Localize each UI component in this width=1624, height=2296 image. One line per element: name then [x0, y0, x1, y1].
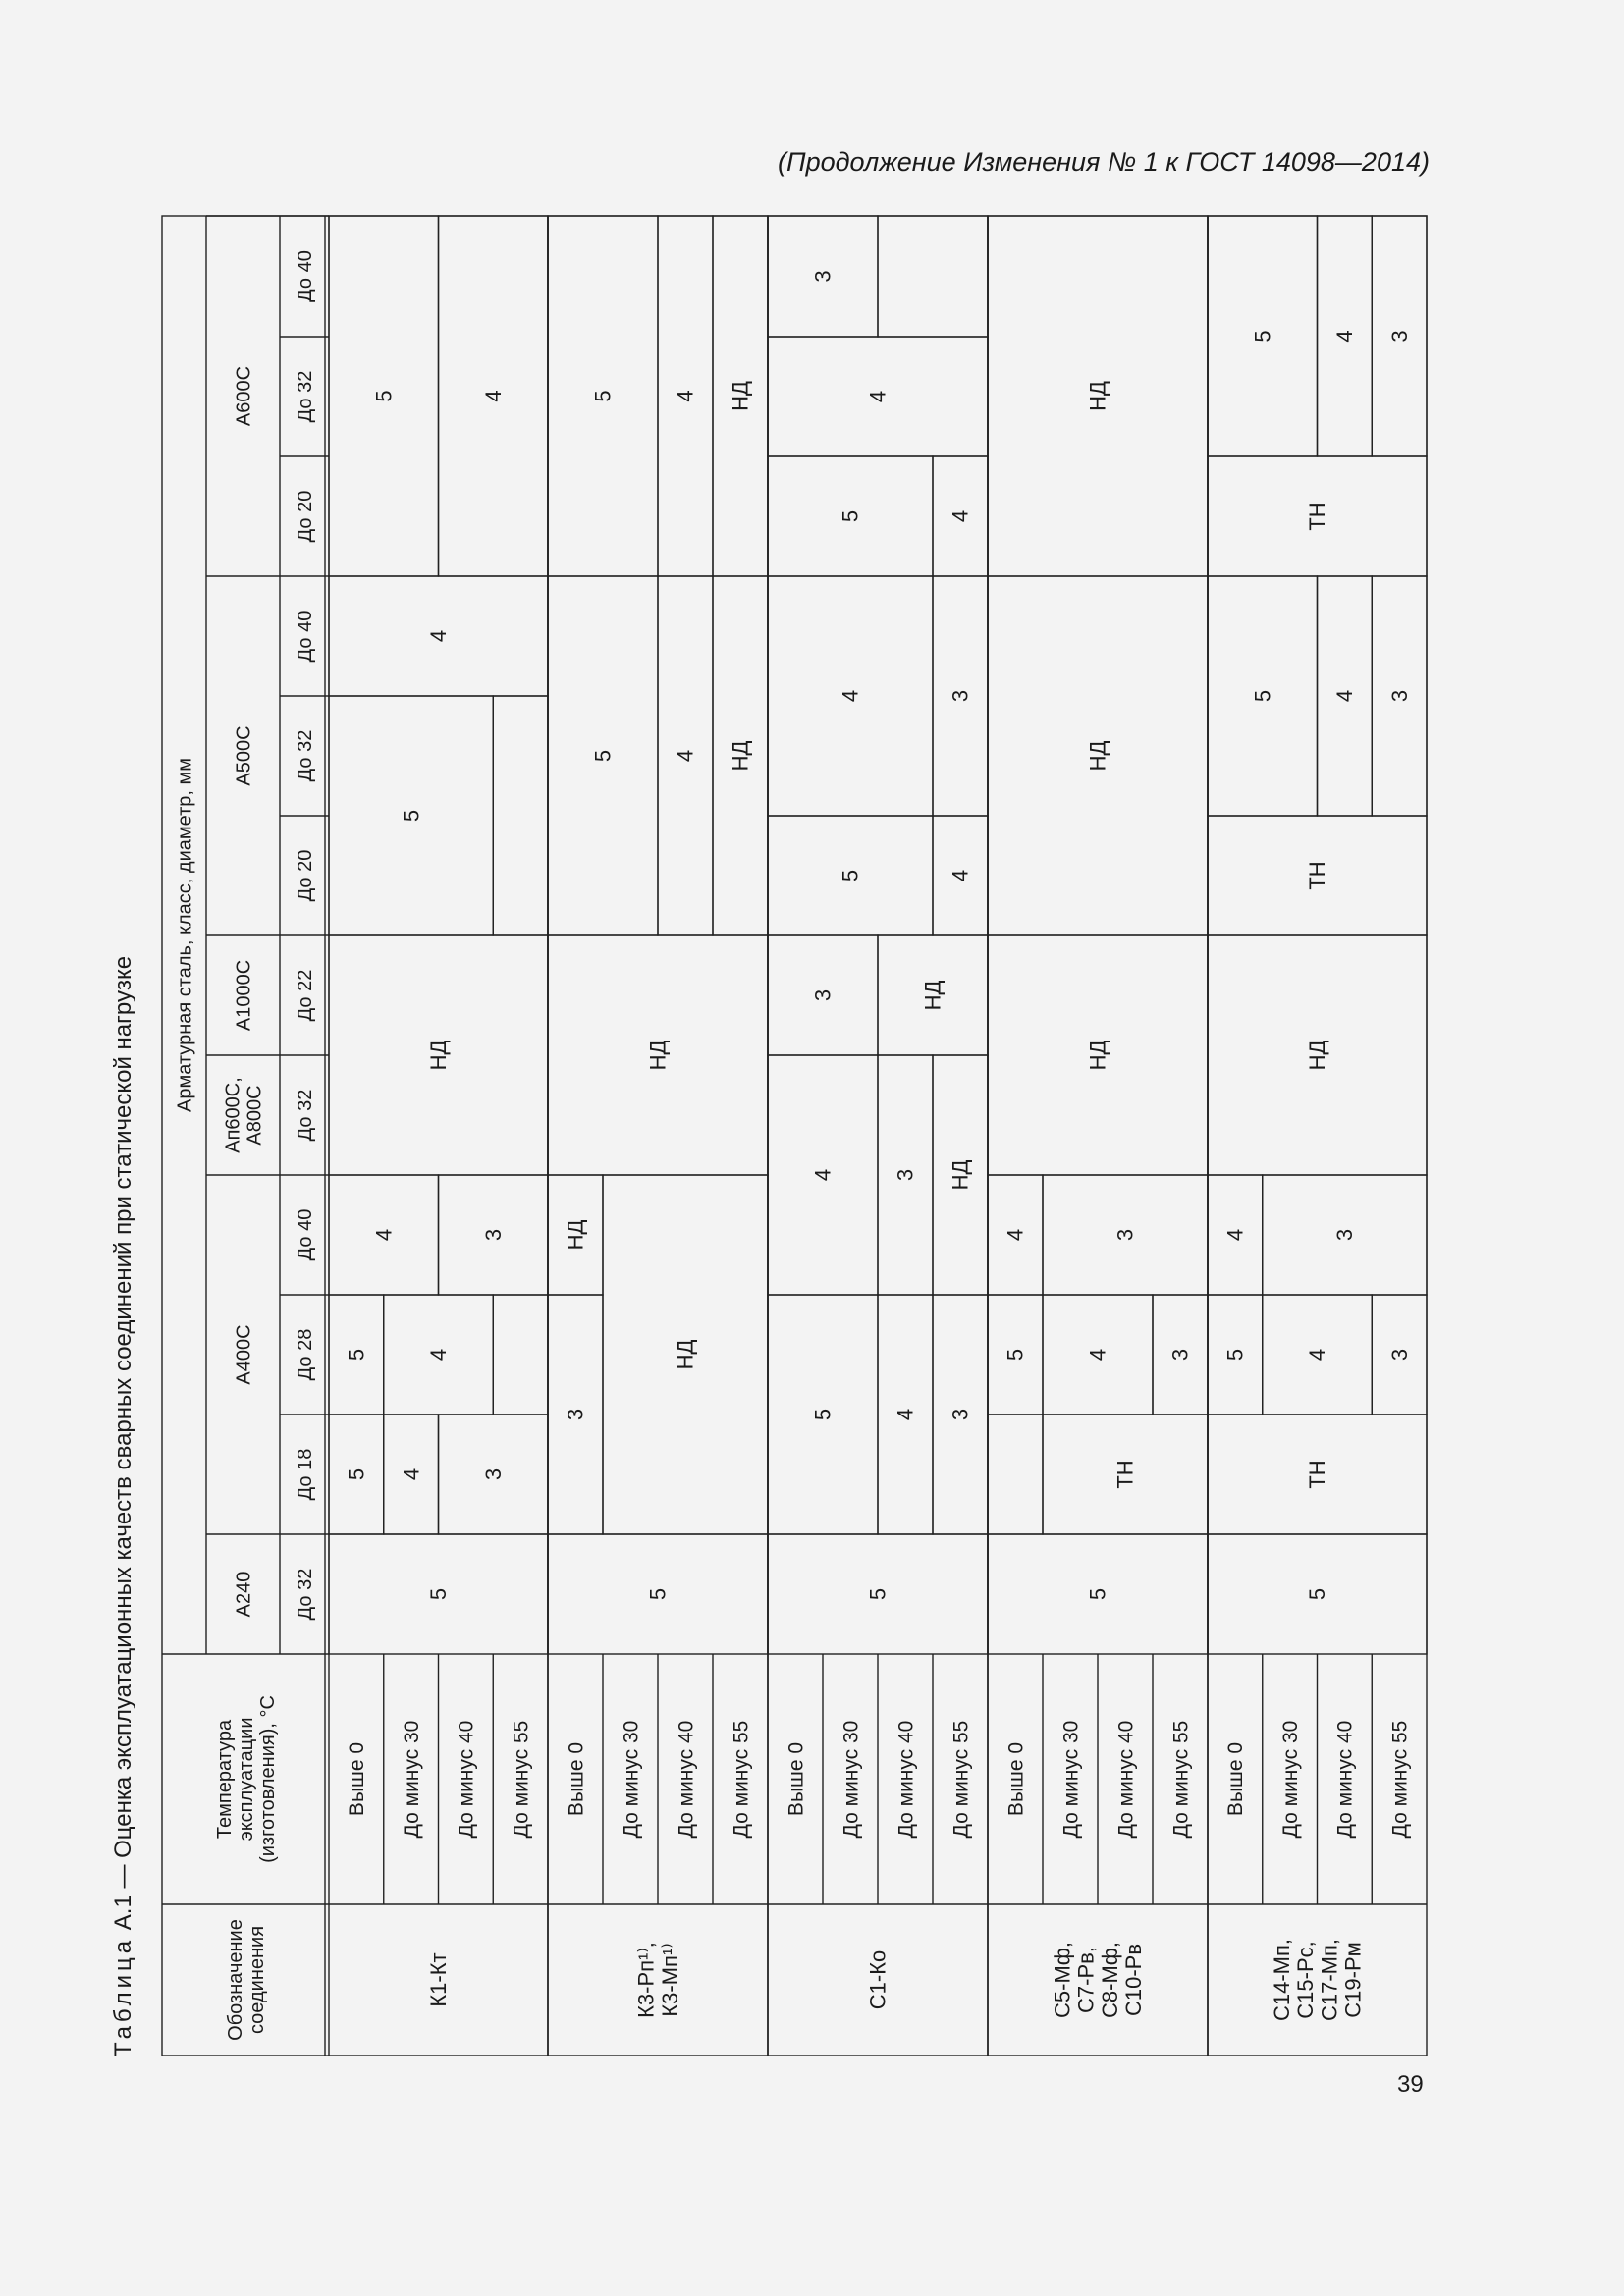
page-number: 39 [1397, 2071, 1424, 2098]
cell-value: 3 [1167, 1348, 1193, 1362]
cell-value: 5 [1305, 1587, 1330, 1601]
cell-value: НД [1085, 381, 1110, 411]
cell-value: 5 [371, 390, 397, 402]
caption-prefix: Таблица [110, 1936, 136, 2056]
temperature-value: До минус 30 [620, 1720, 643, 1839]
joint-name: С1-Ко [865, 1949, 891, 2010]
cell-value: 3 [480, 1228, 506, 1242]
cell-value: 3 [1112, 1228, 1138, 1242]
temperature-value: До минус 55 [730, 1720, 753, 1839]
temperature-column-header: Температураэксплуатации(изготовления), °С [214, 1695, 279, 1863]
temperature-value: До минус 55 [1388, 1720, 1412, 1839]
cell-value: 4 [426, 629, 452, 643]
joint-name: К3-Рп¹⁾,К3-Мп¹⁾ [633, 1942, 682, 2018]
diameter-header: До 40 [295, 250, 316, 302]
temperature-value: До минус 40 [894, 1720, 918, 1839]
cell-value: 3 [480, 1468, 506, 1481]
cell-value: ТН [1305, 861, 1330, 890]
cell-value: 4 [947, 869, 973, 882]
cell-value: 3 [947, 1408, 973, 1421]
cell-value: 5 [645, 1587, 671, 1601]
cell-value: 4 [673, 390, 698, 402]
temperature-value: До минус 55 [1169, 1720, 1193, 1839]
cell-value: 4 [399, 1468, 424, 1481]
cell-value: 5 [1085, 1587, 1110, 1601]
class-header: Ап600С,А800С [222, 1077, 266, 1153]
cell-value: 4 [426, 1348, 452, 1362]
cell-value: НД [1085, 1040, 1110, 1071]
cell-value: НД [673, 1339, 698, 1370]
cell-value: 5 [344, 1468, 369, 1481]
diameter-header: До 32 [295, 729, 316, 782]
temperature-value: До минус 40 [1114, 1720, 1138, 1839]
cell-value: 4 [838, 689, 863, 703]
class-header: А400С [233, 1324, 255, 1385]
cell-value: 5 [590, 749, 616, 763]
table-cell [988, 1415, 1043, 1534]
cell-value: 4 [480, 390, 506, 402]
diameter-header: До 32 [295, 1089, 316, 1142]
class-header: А500С [233, 725, 255, 786]
temperature-value: Выше 0 [1004, 1741, 1028, 1817]
class-header: А600С [233, 365, 255, 427]
cell-value: 5 [865, 1587, 891, 1601]
cell-value: 5 [1002, 1348, 1028, 1362]
cell-value: 3 [1332, 1228, 1358, 1242]
cell-value: 3 [810, 270, 836, 283]
cell-value: 4 [1332, 689, 1358, 703]
cell-value: НД [563, 1219, 588, 1251]
table-cell [493, 1295, 548, 1415]
cell-value: НД [1085, 740, 1110, 772]
cell-value: 3 [893, 1168, 918, 1182]
steel-group-header: Арматурная сталь, класс, диаметр, мм [174, 758, 196, 1112]
temperature-value: До минус 30 [1278, 1720, 1302, 1839]
cell-value: НД [426, 1040, 452, 1071]
cell-value: НД [728, 740, 753, 772]
cell-value: 5 [399, 809, 424, 823]
cell-value: НД [1305, 1040, 1330, 1071]
cell-value: НД [728, 381, 753, 411]
temperature-value: До минус 55 [510, 1720, 533, 1839]
cell-value: ТН [1305, 502, 1330, 531]
cell-value: 5 [1250, 689, 1275, 703]
cell-value: 3 [563, 1408, 588, 1421]
cell-value: 5 [810, 1408, 836, 1421]
cell-value: 3 [1386, 330, 1412, 343]
cell-value: 4 [893, 1408, 918, 1421]
cell-value: ТН [1305, 1460, 1330, 1489]
cell-value: 3 [1386, 1348, 1412, 1362]
cell-value: 5 [838, 509, 863, 523]
joint-column-header: Обозначениесоединения [225, 1919, 268, 2041]
cell-value: 5 [426, 1587, 452, 1601]
temperature-value: Выше 0 [346, 1741, 369, 1817]
temperature-value: Выше 0 [1224, 1741, 1248, 1817]
cell-value: 4 [810, 1168, 836, 1182]
joint-name: С14-Мп,С15-Рс,С17-Мп,С19-Рм [1269, 1938, 1366, 2022]
table-cell [493, 696, 548, 935]
diameter-header: До 20 [295, 490, 316, 543]
cell-value: 5 [1222, 1348, 1248, 1362]
temperature-value: До минус 30 [1059, 1720, 1083, 1839]
cell-value: НД [645, 1040, 671, 1071]
page-header: (Продолжение Изменения № 1 к ГОСТ 14098—2014) [778, 147, 1430, 177]
cell-value: 5 [344, 1348, 369, 1362]
diameter-header: До 40 [295, 610, 316, 663]
cell-value: 4 [1085, 1348, 1110, 1362]
temperature-value: До минус 40 [675, 1720, 698, 1839]
table-cell [878, 216, 988, 337]
cell-value: 4 [673, 749, 698, 763]
temperature-value: Выше 0 [565, 1741, 588, 1817]
cell-value: 4 [1305, 1348, 1330, 1362]
joint-name: К1-Кт [426, 1952, 452, 2007]
class-header: А1000С [233, 959, 255, 1032]
diameter-header: До 20 [295, 849, 316, 902]
diameter-header: До 32 [295, 370, 316, 423]
cell-value: 4 [1002, 1228, 1028, 1242]
caption-text: А.1 — Оценка эксплуатационных качеств сварных соединений при статической нагрузке [110, 955, 136, 1937]
diameter-header: До 18 [295, 1448, 316, 1501]
cell-value: 3 [947, 689, 973, 703]
diameter-header: До 40 [295, 1208, 316, 1261]
cell-value: 3 [1386, 689, 1412, 703]
cell-value: 4 [1222, 1228, 1248, 1242]
cell-value: 4 [947, 509, 973, 523]
cell-value: 5 [838, 869, 863, 882]
temperature-value: Выше 0 [785, 1741, 808, 1817]
cell-value: 5 [590, 390, 616, 402]
class-header: А240 [233, 1571, 255, 1618]
cell-value: НД [920, 980, 946, 1011]
cell-value: 4 [865, 390, 891, 403]
cell-value: 5 [1250, 330, 1275, 343]
cell-value: 3 [810, 988, 836, 1002]
cell-value: 4 [371, 1228, 397, 1242]
temperature-value: До минус 40 [455, 1720, 478, 1839]
diameter-header: До 28 [295, 1328, 316, 1381]
cell-value: НД [947, 1159, 973, 1191]
temperature-value: До минус 30 [839, 1720, 863, 1839]
cell-value: 4 [1332, 330, 1358, 343]
diameter-header: До 22 [295, 969, 316, 1022]
cell-value: ТН [1112, 1460, 1138, 1489]
temperature-value: До минус 40 [1333, 1720, 1357, 1839]
joint-name: С5-Мф,С7-Рв,С8-Мф,С10-Рв [1050, 1942, 1146, 2018]
temperature-value: До минус 55 [949, 1720, 973, 1839]
temperature-value: До минус 30 [400, 1720, 423, 1839]
diameter-header: До 32 [295, 1568, 316, 1621]
